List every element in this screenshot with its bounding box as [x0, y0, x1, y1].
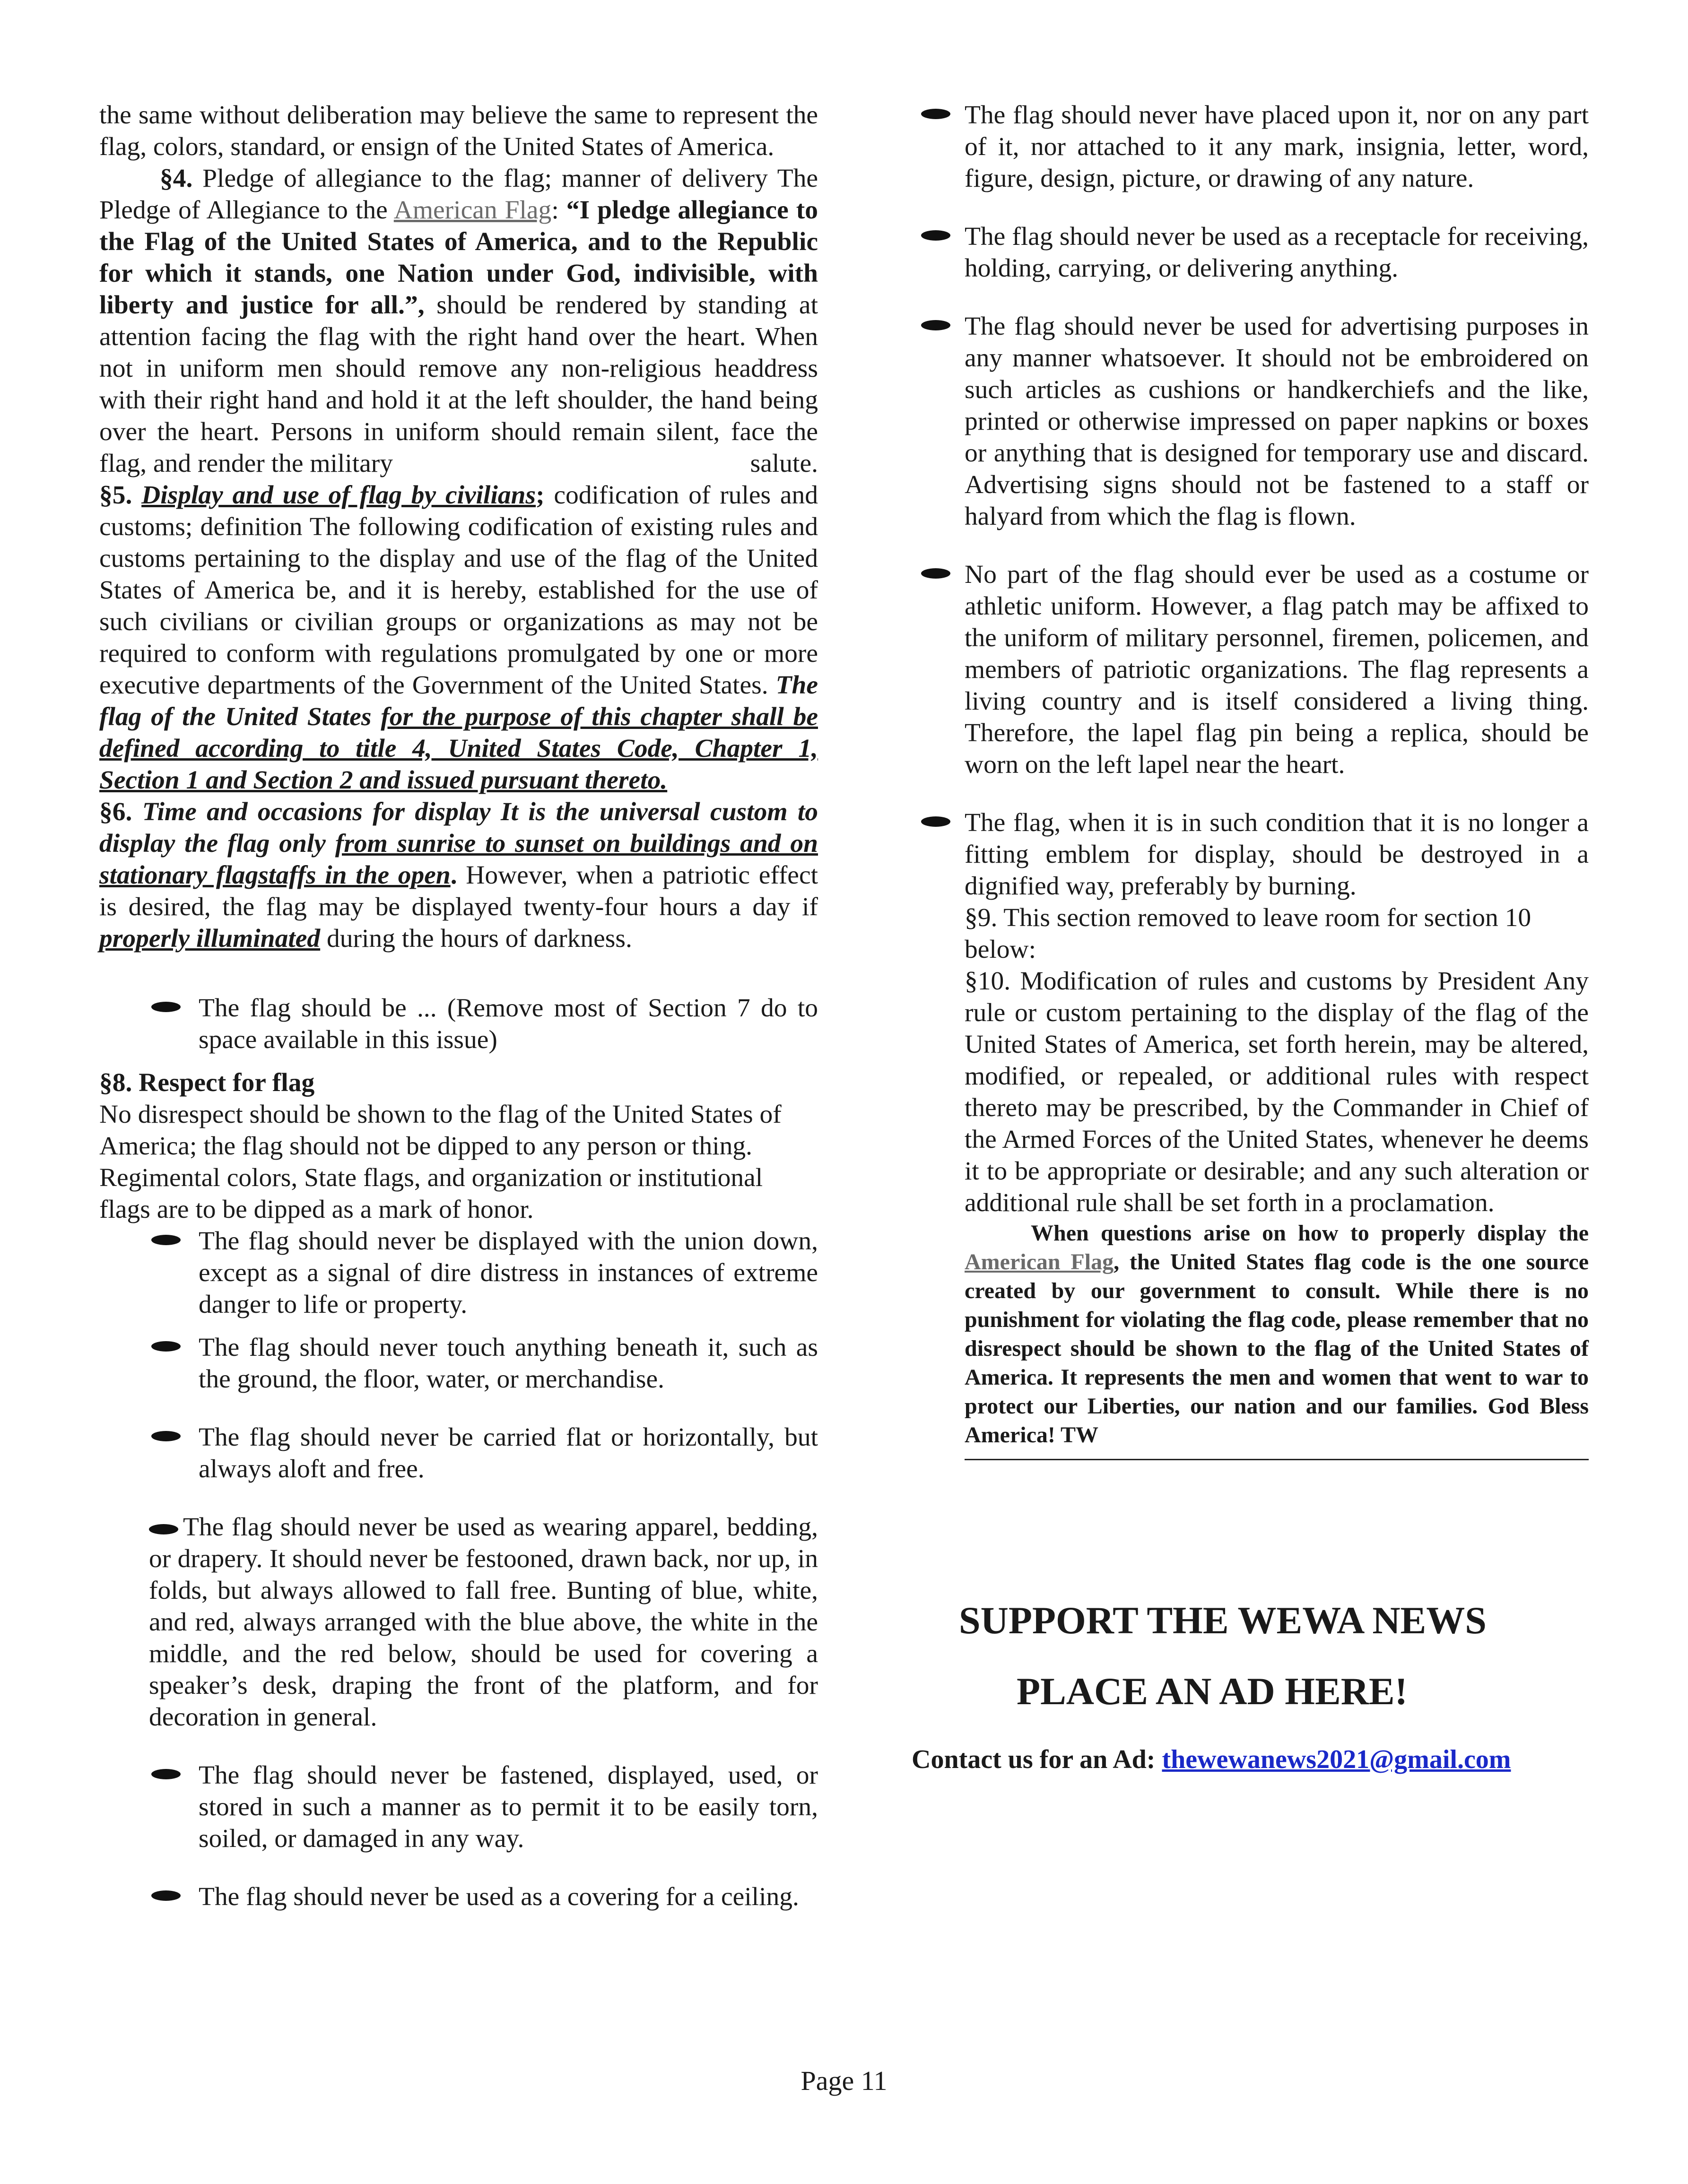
bullet-icon — [151, 1890, 181, 1901]
section-8-body: No disrespect should be shown to the flag of the United States of America; the flag should not be dipped to any person or thing. Regimental colors, State flags, and organization or institutional flags are to be dipped as a mark of honor. — [99, 1100, 782, 1224]
bullet-icon — [151, 1341, 181, 1352]
american-flag-link[interactable]: American Flag — [393, 196, 552, 225]
right-bullet-4: No part of the flag should ever be used as a costume or athletic uniform. However, a flag patch may be affixed to the uniform of military personnel, firemen, policemen, and members of patriotic organizations. The flag represents a living country and is itself considered a living thing. Therefore, the lapel flag pin being a replica, should be worn on the left lapel near the heart. — [965, 559, 1589, 780]
section-5-bold: The flag of the United States — [99, 671, 818, 731]
divider-rule — [965, 1459, 1589, 1460]
left-bullet-1: The flag should never be displayed with the union down, except as a signal of dire distress in instances of extreme danger to life or property. — [99, 1225, 818, 1320]
right-bullet-2: The flag should never be used as a receptacle for receiving, holding, carrying, or delivering anything. — [965, 221, 1589, 284]
bullet-icon — [151, 1769, 181, 1779]
ad-headline-place-ad: PLACE AN AD HERE! — [1017, 1670, 1408, 1713]
section-4-number: §4. — [160, 164, 193, 193]
section-4-title: Pledge of allegiance to the flag; manner of delivery The Pledge of Allegiance to the — [99, 164, 818, 225]
section-5-title: Display and use of flag by civilians — [141, 481, 536, 510]
section-6-end: during the hours of darkness. — [320, 924, 632, 953]
ad-contact-label: Contact us for an Ad: — [912, 1745, 1162, 1774]
left-column — [99, 99, 818, 1913]
section-4-colon: : — [551, 196, 566, 225]
intro-paragraph: the same without deliberation may believe the same to represent the flag, colors, standard, or ensign of the United States of America. — [99, 101, 818, 161]
left-bullet-5: The flag should never be fastened, displayed, used, or stored in such a manner as to permit it to be easily torn, soiled, or damaged in any way. — [99, 1759, 818, 1855]
section-5-semicolon: ; — [536, 481, 545, 510]
section-7-bullet: The flag should be ... (Remove most of Section 7 do to space available in this issue) — [99, 992, 818, 1056]
bullet-icon — [921, 816, 950, 827]
right-column — [965, 99, 1589, 1460]
bullet-icon — [151, 1002, 181, 1012]
bullet-icon — [149, 1524, 178, 1534]
section-6-period: . — [450, 861, 457, 890]
right-bullet-3: The flag should never be used for advertising purposes in any manner whatsoever. It should not be embroidered on such articles as cushions or handkerchiefs and the like, printed or otherwise impressed on paper napkins or boxes or anything that is designed for temporary use and discard. Advertising signs should not be fastened to a staff or halyard from which the flag is flown. — [965, 311, 1589, 532]
bullet-icon — [921, 320, 950, 330]
american-flag-link-note[interactable]: American Flag — [965, 1249, 1114, 1274]
bullet-icon — [151, 1235, 181, 1245]
ad-headline-support: SUPPORT THE WEWA NEWS — [959, 1599, 1487, 1642]
pledge-text: “I pledge allegiance to the Flag of the United States of America, and to the Republic for which it stands, one Nation under God, indivisible, with liberty and justice for all.”, — [99, 196, 818, 320]
left-bullet-2: The flag should never touch anything beneath it, such as the ground, the floor, water, or merchandise. — [99, 1332, 818, 1395]
left-bullet-apparel: The flag should never be used as wearing apparel, bedding, or drapery. It should never be festooned, drawn back, nor up, in folds, but always allowed to fall free. Bunting of blue, white, and red, always arranged with the blue above, the white in the middle, and the red below, should be used for covering a speaker’s desk, draping the front of the platform, and for decoration in general. — [149, 1513, 818, 1732]
left-bullet-6: The flag should never be used as a covering for a ceiling. — [99, 1881, 818, 1913]
section-9-paragraph: §9. This section removed to leave room for section 10 below: — [965, 903, 1531, 964]
section-5-bold-underlined: for the purpose of this chapter shall be defined according to title 4, United States Code, Chapter 1, Section 1 and Section 2 and issued pursuant thereto. — [99, 702, 818, 795]
bullet-icon — [921, 230, 950, 241]
section-5-number: §5. — [99, 481, 142, 510]
ad-email-link[interactable]: thewewanews2021@gmail.com — [1162, 1745, 1511, 1774]
section-4-paragraph — [99, 163, 818, 479]
editor-note: When questions arise on how to properly display the American Flag, the United States flag code is the one source created by our government to consult. While there is no punishment for violating the flag code, please remember that no disrespect should be shown to the flag of the United States of America. It represents the men and women that went to war to protect our Liberties, our nation and our families. God Bless America! TW — [965, 1221, 1589, 1447]
bullet-icon — [921, 109, 950, 119]
section-4-body: should be rendered by standing at attention facing the flag with the right hand over the heart. When not in uniform men should remove any non-religious headdress with their right hand and hold it at the left shoulder, the hand being over the heart. Persons in uniform should remain silent, face the flag, and render the military — [99, 291, 818, 478]
section-8-block — [99, 1067, 818, 1225]
ad-contact-line — [912, 1744, 1511, 1775]
section-10-paragraph: §10. Modification of rules and customs by President Any rule or custom pertaining to the display of the flag of the United States of America, set forth herein, may be altered, modified, or repealed, or additional rules with respect thereto may be prescribed, by the Commander in Chief of the Armed Forces of the United States, whenever he deems it to be appropriate or desirable; and any such alteration or additional rule shall be set forth in a proclamation. — [965, 967, 1589, 1217]
section-5-paragraph — [99, 479, 818, 796]
section-6-illuminated: properly illuminated — [99, 924, 321, 953]
right-bullet-1: The flag should never have placed upon it, nor on any part of it, nor attached to it any mark, insignia, letter, word, figure, design, picture, or drawing of any nature. — [965, 99, 1589, 194]
page-number: Page 11 — [800, 2065, 888, 2096]
section-6-number: §6. — [99, 797, 142, 826]
section-4-salute: salute. — [750, 449, 818, 478]
right-bullet-5: The flag, when it is in such condition that it is no longer a fitting emblem for display, should be destroyed in a dignified way, preferably by burning. — [965, 807, 1589, 902]
left-bullet-3: The flag should never be carried flat or horizontally, but always aloft and free. — [99, 1421, 818, 1485]
section-8-heading: §8. Respect for flag — [99, 1068, 315, 1097]
section-6-title: Time and occasions for display It is the universal custom to display the flag only — [99, 797, 818, 858]
bullet-icon — [921, 568, 950, 579]
section-6-body: However, when a patriotic effect is desired, the flag may be displayed twenty-four hours a day if — [99, 861, 818, 921]
section-6-underlined: from sunrise to sunset on buildings and on stationary flagstaffs in the open — [99, 829, 818, 890]
bullet-icon — [151, 1431, 181, 1441]
section-6-paragraph — [99, 796, 818, 954]
section-5-body: codification of rules and customs; definition The following codification of existing rules and customs pertaining to the display and use of the flag of the United States of America be, and it is hereby, established for the use of such civilians or civilian groups or organizations as may not be required to conform with regulations promulgated by one or more executive departments of the Government of the United States. — [99, 481, 818, 700]
